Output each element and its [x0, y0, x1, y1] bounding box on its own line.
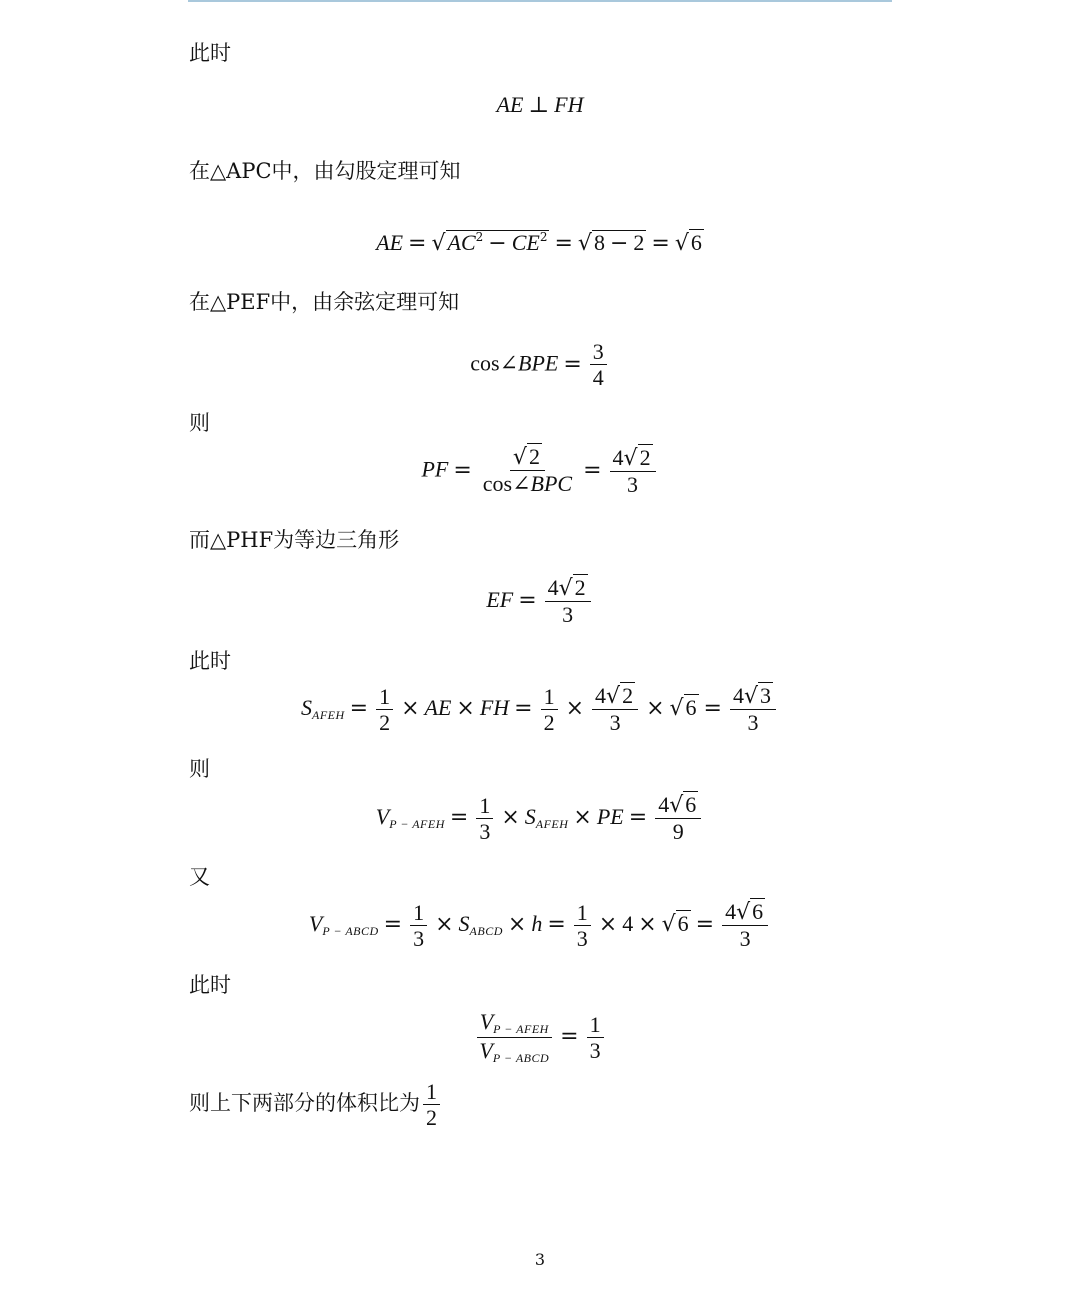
text-line-4: 则: [189, 411, 210, 435]
text-line-5: 而△PHF为等边三角形: [189, 528, 400, 552]
text-line-2: 在△APC中，由勾股定理可知: [189, 159, 461, 183]
page-number: 3: [534, 1250, 546, 1269]
text-line-6: 此时: [189, 649, 231, 673]
equation-volume-ratio: $\frac{V_{P - AFEH}}{V_{P - ABCD}}$ = $\frac{1}{3}$: [0, 1010, 1080, 1064]
text-line-7: 则: [189, 757, 210, 781]
equation-area-afeh: $S_{AFEH}$ = $\frac{1}{2}$ × AE × FH = $\frac{1}{2}$ × $\frac{4√2}{3}$ × √6 = $\frac{4√3}{3}$: [0, 684, 1080, 734]
equation-volume-afeh: $V_{P - AFEH}$ = $\frac{1}{3}$ × $S_{AFEH}$ × PE = $\frac{4√6}{9}$: [0, 793, 1080, 843]
equation-cos-bpe: cos∠BPE = $\frac{3}{4}$: [0, 340, 1080, 389]
ratio-fraction: $\frac{1}{2}$: [423, 1080, 440, 1129]
text-line-9: 此时: [189, 973, 231, 997]
text-line-8: 又: [189, 865, 210, 889]
text-line-10: 则上下两部分的体积比为 $\frac{1}{2}$: [189, 1080, 443, 1129]
equation-ae-perp-fh: AE ⊥ FH: [496, 92, 584, 118]
top-rule: [188, 0, 892, 2]
equation-ae-length: AE = $√AC^2 - CE^2 = √8 - 2 = √6$: [376, 230, 702, 256]
equation-volume-abcd: $V_{P - ABCD}$ = $\frac{1}{3}$ × $S_{ABCD} \times h$ = $\frac{1}{3}$ × 4 × √6 = $\frac{4√6}{3}$: [0, 900, 1080, 950]
text-line-1: 此时: [189, 41, 231, 65]
equation-ef: EF = $\frac{4√2}{3}$: [0, 576, 1080, 626]
equation-pf: PF = $\frac{√2}{\text{cos∠BPC}}$ = $\frac{4√2}{3}$: [0, 445, 1080, 496]
text-line-3: 在△PEF中，由余弦定理可知: [189, 290, 460, 314]
